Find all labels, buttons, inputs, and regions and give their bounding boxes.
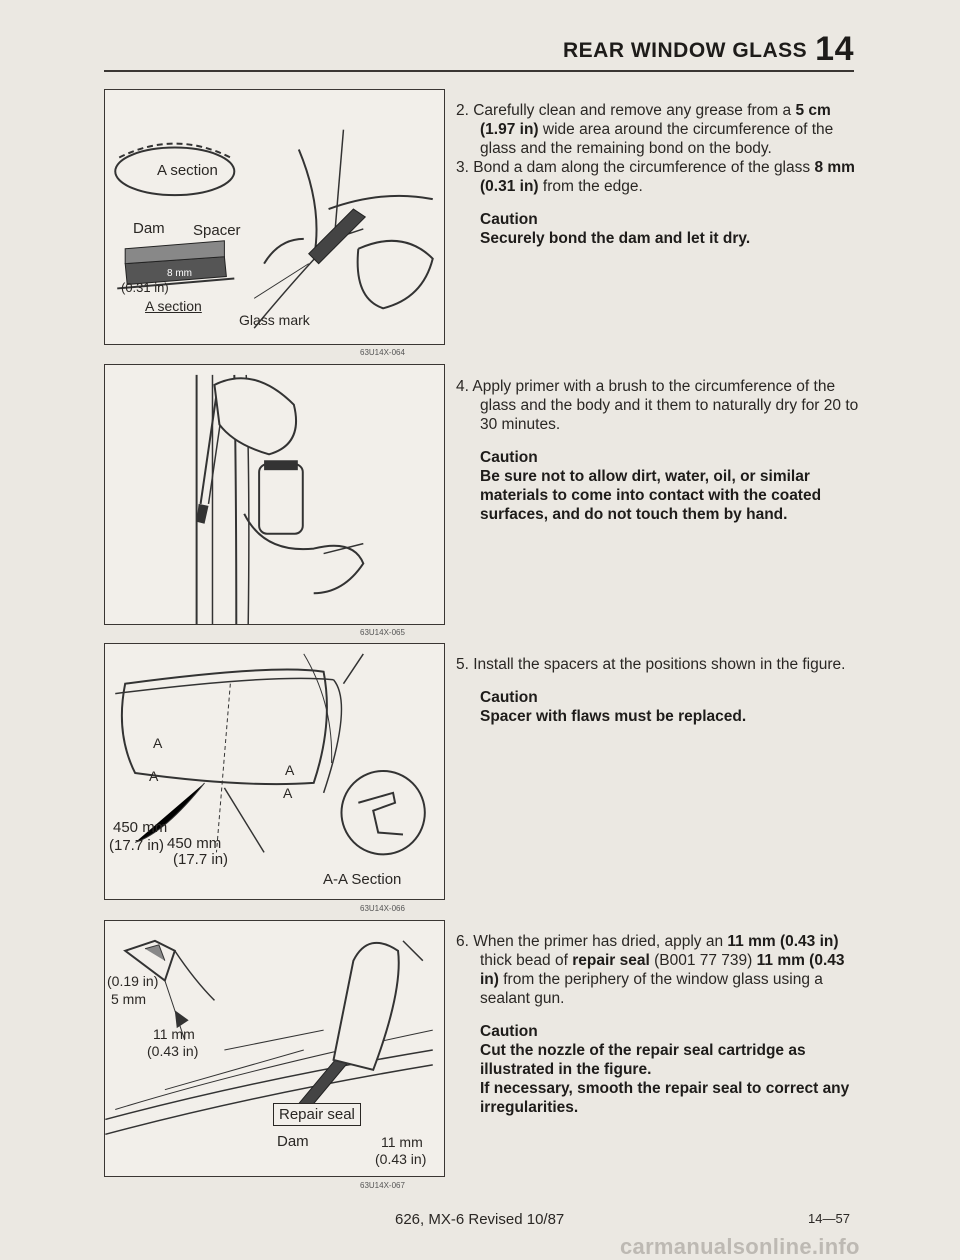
label-a-section-top: A section bbox=[157, 162, 218, 179]
label-dam: Dam bbox=[133, 220, 165, 237]
label-5mm: 5 mm bbox=[111, 991, 146, 1007]
step-block-6 bbox=[456, 932, 866, 1117]
label-a-1: A bbox=[153, 735, 163, 751]
step-number: 2. bbox=[456, 102, 474, 119]
caution-title: Caution bbox=[480, 211, 538, 228]
caution-text: Cut the nozzle of the repair seal cartridge as illustrated in the figure. bbox=[480, 1042, 806, 1078]
footer-page-number: 14—57 bbox=[808, 1211, 850, 1226]
step-number: 4. bbox=[456, 378, 473, 395]
label-17-7in-right: (17.7 in) bbox=[173, 851, 229, 868]
label-a-2: A bbox=[149, 768, 159, 784]
label-8mm: 8 mm bbox=[167, 268, 192, 279]
figure-code: 63U14X-064 bbox=[360, 348, 405, 357]
step-block-2-3 bbox=[456, 101, 866, 248]
primer-application-illustration bbox=[105, 365, 444, 624]
emphasis-value: 11 mm (0.43 in) bbox=[727, 933, 839, 950]
label-a-section-bottom: A section bbox=[145, 298, 202, 314]
figure-repair-seal bbox=[104, 920, 445, 1177]
caution-title: Caution bbox=[480, 449, 538, 466]
label-a-a-section: A-A Section bbox=[323, 871, 402, 888]
step-text: 2. Carefully clean and remove any grease from a 5 cm (1.97 in) wide area around the circumference of the glass and the remaining bond on the body. bbox=[456, 102, 834, 157]
label-0-19-in: (0.19 in) bbox=[107, 973, 159, 989]
caution-text: Securely bond the dam and let it dry. bbox=[480, 230, 751, 247]
step-number: 6. bbox=[456, 933, 474, 950]
step-block-4 bbox=[456, 377, 866, 524]
figure-spacer-positions bbox=[104, 643, 445, 900]
emphasis-value: 5 cm (1.97 in) bbox=[480, 102, 831, 138]
label-0-43-in-lower: (0.43 in) bbox=[375, 1151, 427, 1167]
emphasis-value: 11 mm (0.43 in) bbox=[480, 952, 845, 988]
label-450mm-left: 450 mm bbox=[113, 819, 168, 836]
caution-text: Spacer with flaws must be replaced. bbox=[480, 708, 747, 725]
label-17-7in-left: (17.7 in) bbox=[109, 837, 165, 854]
figure-code: 63U14X-066 bbox=[360, 904, 405, 913]
label-repair-seal: Repair seal bbox=[273, 1103, 361, 1126]
emphasis-value: repair seal bbox=[572, 952, 650, 969]
step-text: 6. When the primer has dried, apply an 11 mm (0.43 in) thick bead of repair seal (B001 77 739) 11 mm (0.43 in) from the periphery of the window glass using a sealant gun. bbox=[456, 933, 845, 1007]
step-text: 5. Install the spacers at the positions shown in the figure. bbox=[456, 656, 846, 673]
caution-title: Caution bbox=[480, 689, 538, 706]
label-a-4: A bbox=[283, 785, 293, 801]
label-glass-mark: Glass mark bbox=[239, 312, 310, 328]
watermark: carmanualsonline.info bbox=[620, 1234, 860, 1259]
label-spacer: Spacer bbox=[193, 222, 241, 239]
emphasis-value: 8 mm (0.31 in) bbox=[480, 159, 855, 195]
caution-text: If necessary, smooth the repair seal to correct any irregularities. bbox=[480, 1080, 850, 1116]
step-number: 5. bbox=[456, 656, 474, 673]
label-dam: Dam bbox=[277, 1133, 309, 1150]
label-11mm-upper: 11 mm bbox=[153, 1026, 195, 1042]
label-450mm-right: 450 mm bbox=[167, 835, 222, 852]
footer-model: 626, MX-6 Revised 10/87 bbox=[395, 1211, 565, 1228]
caution-text: Be sure not to allow dirt, water, oil, or similar materials to come into contact with the coated surfaces, and do not touch them by hand. bbox=[480, 468, 822, 523]
step-block-5 bbox=[456, 655, 866, 726]
caution-title: Caution bbox=[480, 1023, 538, 1040]
figure-code: 63U14X-065 bbox=[360, 628, 405, 637]
figure-code: 63U14X-067 bbox=[360, 1181, 405, 1190]
label-a-3: A bbox=[285, 762, 295, 778]
step-number: 3. bbox=[456, 159, 474, 176]
label-0-31-in: (0.31 in) bbox=[121, 280, 169, 295]
label-0-43-in-upper: (0.43 in) bbox=[147, 1043, 199, 1059]
step-text: 3. Bond a dam along the circumference of the glass 8 mm (0.31 in) from the edge. bbox=[456, 159, 855, 195]
label-11mm-lower: 11 mm bbox=[381, 1134, 423, 1150]
page-title: REAR WINDOW GLASS 14 bbox=[563, 30, 854, 68]
header-divider bbox=[104, 70, 854, 72]
figure-primer bbox=[104, 364, 445, 625]
figure-dam-spacer bbox=[104, 89, 445, 345]
section-number: 14 bbox=[815, 30, 854, 68]
step-text: 4. Apply primer with a brush to the circumference of the glass and the body and it them to naturally dry for 20 to 30 minutes. bbox=[456, 378, 859, 433]
